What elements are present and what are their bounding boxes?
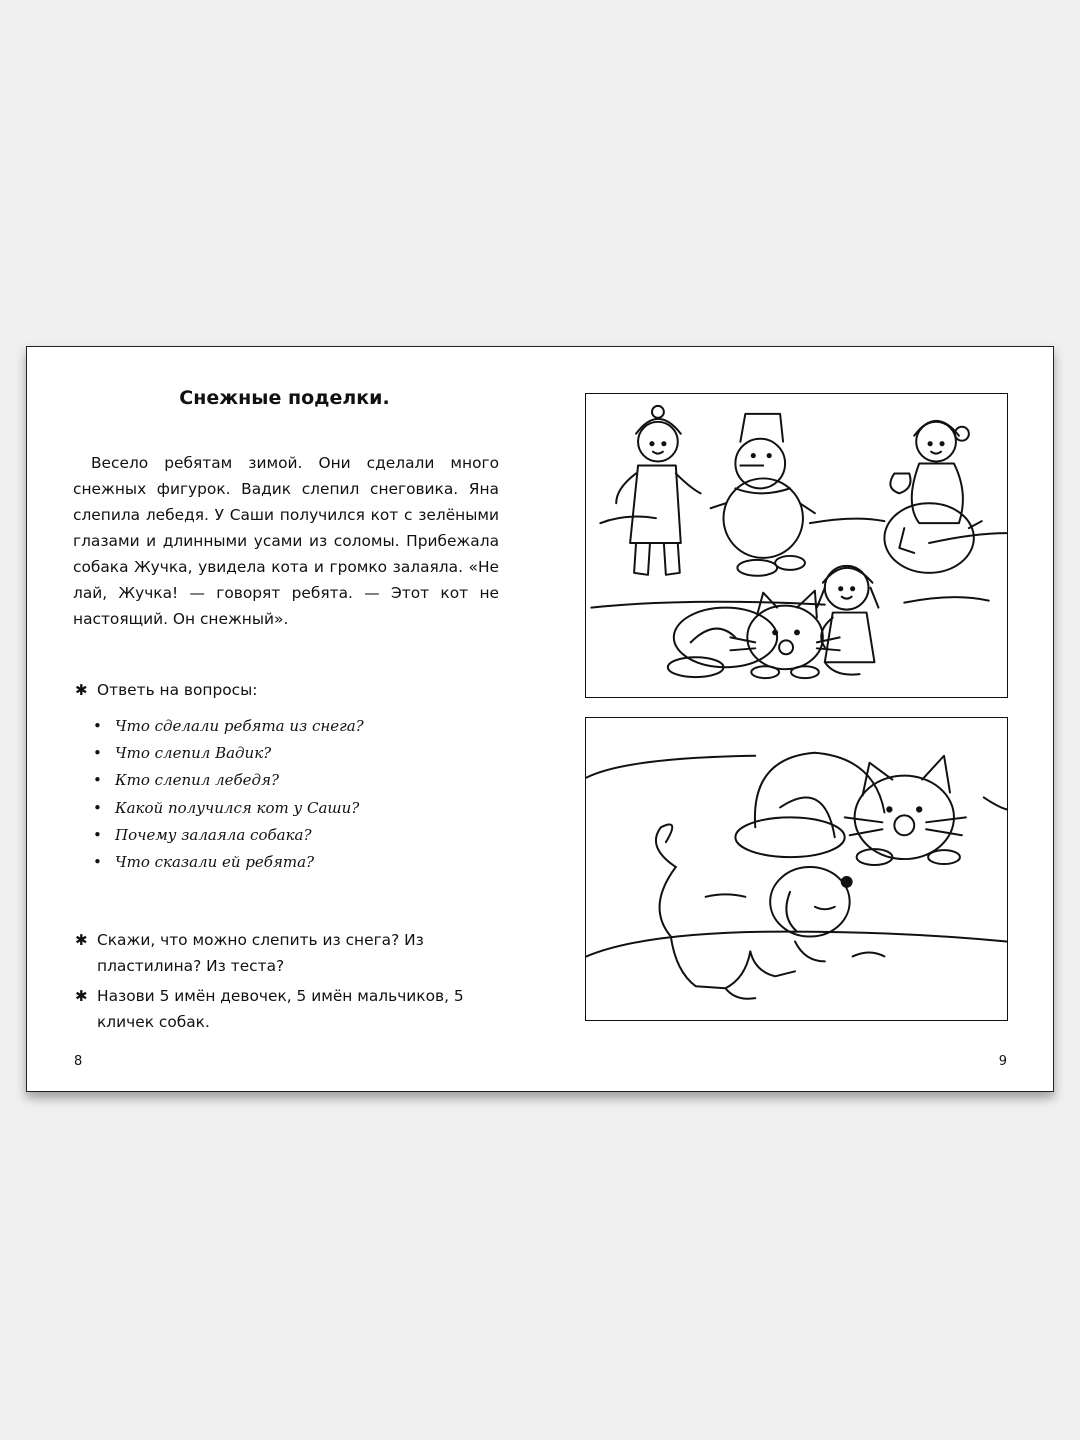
bullet-icon: • (93, 853, 102, 872)
star-icon: ✱ (75, 987, 88, 1005)
star-icon: ✱ (75, 931, 88, 949)
book-spread (26, 346, 1054, 1092)
list-item: • Кто слепил лебедя? (93, 767, 364, 794)
list-item: • Какой получился кот у Саши? (93, 795, 364, 822)
task-text: Скажи, что можно слепить из снега? Из пластилина? Из теста? (97, 931, 424, 975)
questions-list (93, 713, 364, 876)
bullet-icon: • (93, 744, 102, 763)
task-what-to-mold (75, 927, 505, 979)
dog-cat-drawing (586, 718, 1007, 1020)
bullet-icon: • (93, 798, 102, 817)
list-item: • Что сказали ей ребята? (93, 849, 364, 876)
task-name-names (75, 983, 505, 1035)
page-number-right: 9 (998, 1054, 1007, 1069)
bullet-icon: • (93, 717, 102, 735)
story-text: Весело ребятам зимой. Они сделали много снежных фигурок. Вадик слепил снеговика. Яна слепила лебедя. У Саши получился кот с зелёными глазами и длинными усами из соломы. Прибежала собака Жучка, увидела кота и громко залаяла. «Не лай, Жучка! — говорят ребята. — Этот кот не настоящий. Он снежный». (73, 454, 499, 628)
bullet-icon: • (93, 771, 102, 790)
bullet-icon: • (93, 825, 102, 844)
list-item: • Что слепил Вадик? (93, 740, 364, 767)
list-item: • Что сделали ребята из снега? (93, 713, 364, 740)
illustration-snow-figures (585, 393, 1008, 698)
page-number-left: 8 (74, 1054, 83, 1069)
page-title: Снежные поделки. (179, 387, 390, 409)
task-answer-questions (75, 677, 505, 703)
task-label: Ответь на вопросы: (97, 681, 258, 699)
illustration-dog-and-cat (585, 717, 1008, 1021)
list-item: • Почему залаяла собака? (93, 822, 364, 849)
task-text: Назови 5 имён девочек, 5 имён мальчиков, 5 кличек собак. (97, 987, 464, 1031)
snow-scene-drawing (586, 394, 1007, 697)
star-icon: ✱ (75, 681, 88, 699)
